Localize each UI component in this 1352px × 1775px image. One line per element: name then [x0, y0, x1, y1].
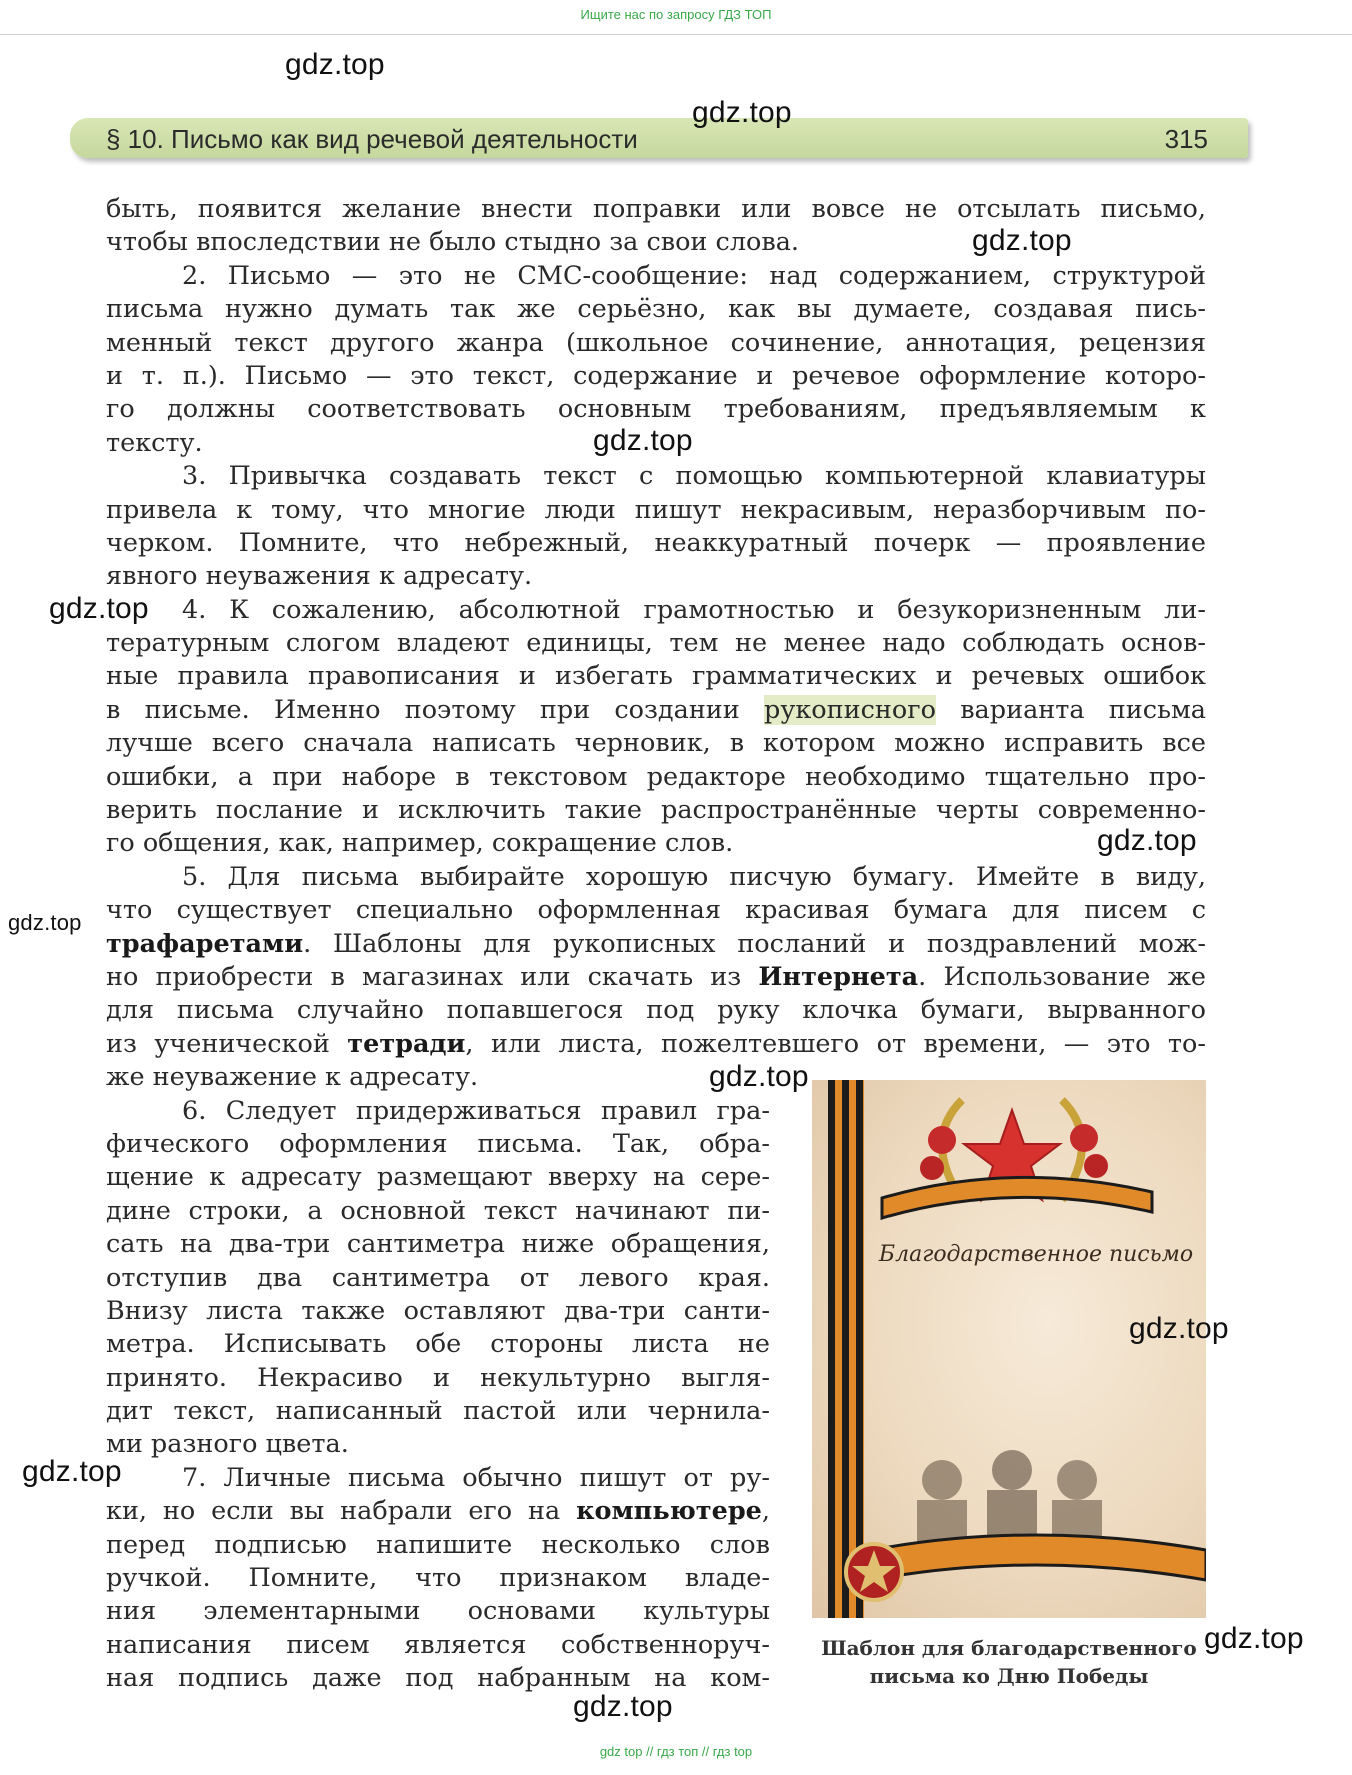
- watermark: gdz.top: [593, 424, 693, 457]
- text-line: Внизу листа также оставляют два-три санти-: [106, 1295, 770, 1326]
- watermark: gdz.top: [692, 96, 792, 129]
- text-line: тексту.: [106, 427, 203, 458]
- text-line: тературным слогом владеют единицы, тем не менее надо соблюдать основ-: [106, 628, 1206, 659]
- text-line: менный текст другого жанра (школьное сочинение, аннотация, рецензия: [106, 327, 1206, 358]
- promo-banner: Ищите нас по запросу ГДЗ ТОП: [0, 0, 1352, 35]
- text-line: дине строки, а основной текст начинают пи-: [106, 1195, 770, 1226]
- text-line: 3. Привычка создавать текст с помощью компьютерной клавиатуры: [182, 461, 1206, 492]
- text-line: щение к адресату размещают вверху на сере-: [106, 1162, 770, 1193]
- text-line: [106, 694, 1206, 727]
- figure-caption: [812, 1634, 1206, 1690]
- text-line: написания писем является собственноруч-: [106, 1629, 770, 1660]
- text-line: [106, 1028, 1206, 1061]
- text-line: чтобы впоследствии не было стыдно за свои слова.: [106, 227, 800, 258]
- text-line: [106, 961, 1206, 994]
- text-line: ная подпись даже под набранным на ком-: [106, 1663, 770, 1694]
- text-fragment: из ученической: [106, 1028, 348, 1059]
- footer-links: gdz top // гдз топ // гдз top: [599, 1744, 753, 1759]
- text-line: сать на два-три сантиметра ниже обращения,: [106, 1229, 770, 1260]
- watermark: gdz.top: [1129, 1312, 1229, 1345]
- text-line: перед подписью напишите несколько слов: [106, 1529, 770, 1560]
- text-line: ния элементарными основами культуры: [106, 1596, 770, 1627]
- text-fragment: ,: [761, 1496, 770, 1527]
- text-line: 7. Личные письма обычно пишут от ру-: [182, 1462, 770, 1493]
- page-number: 315: [1164, 124, 1208, 154]
- text-fragment: . Шаблоны для рукописных посланий и поздравлений мож-: [303, 928, 1206, 959]
- text-line: [106, 928, 1206, 961]
- text-line: 5. Для письма выбирайте хорошую писчую бумагу. Имейте в виду,: [182, 861, 1206, 892]
- text-line: же неуважение к адресату.: [106, 1062, 479, 1093]
- text-line: явного неуважения к адресату.: [106, 561, 533, 592]
- text-fragment: ки, но если вы набрали его на: [106, 1496, 577, 1527]
- text-line: 2. Письмо — это не СМС-сообщение: над содержанием, структурой: [182, 260, 1206, 291]
- text-line: письма нужно думать так же серьёзно, как вы думаете, создавая пись-: [106, 294, 1206, 325]
- watermark: gdz.top: [285, 48, 385, 81]
- victory-emblem-art: [812, 1080, 1206, 1618]
- watermark: gdz.top: [1204, 1622, 1304, 1655]
- text-line: лучше всего сначала написать черновик, в котором можно исправить все: [106, 728, 1206, 759]
- text-fragment: . Использование же: [918, 961, 1207, 992]
- text-line: быть, появится желание внести поправки или вовсе не отсылать письмо,: [106, 194, 1206, 224]
- text-line: что существует специально оформленная красивая бумага для писем с: [106, 895, 1206, 926]
- highlighted-word: рукописного: [764, 694, 936, 725]
- text-line: ошибки, а при наборе в текстовом редакторе необходимо тщательно про-: [106, 761, 1206, 792]
- template-title: Благодарственное письмо: [878, 1242, 1194, 1267]
- watermark: gdz.top: [709, 1060, 809, 1093]
- text-fragment: варианта письма: [935, 694, 1206, 725]
- text-line: [106, 1495, 770, 1528]
- text-line: черком. Помните, что небрежный, неаккуратный почерк — проявление: [106, 527, 1206, 558]
- watermark: gdz.top: [972, 224, 1072, 257]
- watermark: gdz.top: [22, 1455, 122, 1488]
- text-line: фического оформления письма. Так, обра-: [106, 1128, 770, 1159]
- lower-ribbon: [872, 1535, 1206, 1580]
- bold-term: тетради: [347, 1028, 466, 1059]
- text-line: ми разного цвета.: [106, 1429, 349, 1460]
- text-line: ручкой. Помните, что признаком владе-: [106, 1563, 770, 1594]
- text-line: го общения, как, например, сокращение слов.: [106, 828, 734, 859]
- caption-line: Шаблон для благодарственного: [821, 1636, 1197, 1660]
- watermark: gdz.top: [1097, 824, 1197, 857]
- text-line: и т. п.). Письмо — это текст, содержание и речевое оформление которо-: [106, 360, 1206, 391]
- bold-term: трафаретами: [106, 928, 304, 959]
- text-line: принято. Некрасиво и некультурно выгля-: [106, 1362, 770, 1393]
- ribbon-band: [882, 1177, 1152, 1218]
- watermark: gdz.top: [8, 910, 82, 935]
- text-line: отступив два сантиметра от левого края.: [106, 1262, 770, 1293]
- letter-template-image: [812, 1080, 1206, 1618]
- text-line: привела к тому, что многие люди пишут некрасивым, неразборчивым по-: [106, 494, 1206, 525]
- text-line: дит текст, написанный пастой или чернила-: [106, 1396, 770, 1427]
- section-header: [70, 118, 1248, 158]
- bold-term: компьютере: [576, 1496, 762, 1527]
- text-line: 4. К сожалению, абсолютной грамотностью и безукоризненным ли-: [182, 594, 1206, 625]
- text-line: 6. Следует придерживаться правил гра-: [182, 1095, 770, 1126]
- text-line: верить послание и исключить такие распространённые черты современно-: [106, 795, 1206, 826]
- bold-term: Интернета: [758, 961, 919, 992]
- text-fragment: , или листа, пожелтевшего от времени, — это то-: [465, 1028, 1207, 1059]
- watermark: gdz.top: [49, 592, 149, 625]
- caption-line: письма ко Дню Победы: [869, 1664, 1149, 1688]
- text-line: го должны соответствовать основным требованиям, предъявляемым к: [106, 394, 1206, 425]
- text-line: метра. Исписывать обе стороны листа не: [106, 1329, 770, 1360]
- order-medal-icon: [846, 1544, 902, 1600]
- text-line: ные правила правописания и избегать грамматических и речевых ошибок: [106, 661, 1206, 692]
- text-fragment: в письме. Именно поэтому при создании: [106, 694, 765, 725]
- watermark: gdz.top: [573, 1690, 673, 1723]
- section-title: § 10. Письмо как вид речевой деятельности: [106, 124, 638, 154]
- text-line: для письма случайно попавшегося под руку клочка бумаги, вырванного: [106, 995, 1206, 1026]
- text-fragment: но приобрести в магазинах или скачать из: [106, 961, 759, 992]
